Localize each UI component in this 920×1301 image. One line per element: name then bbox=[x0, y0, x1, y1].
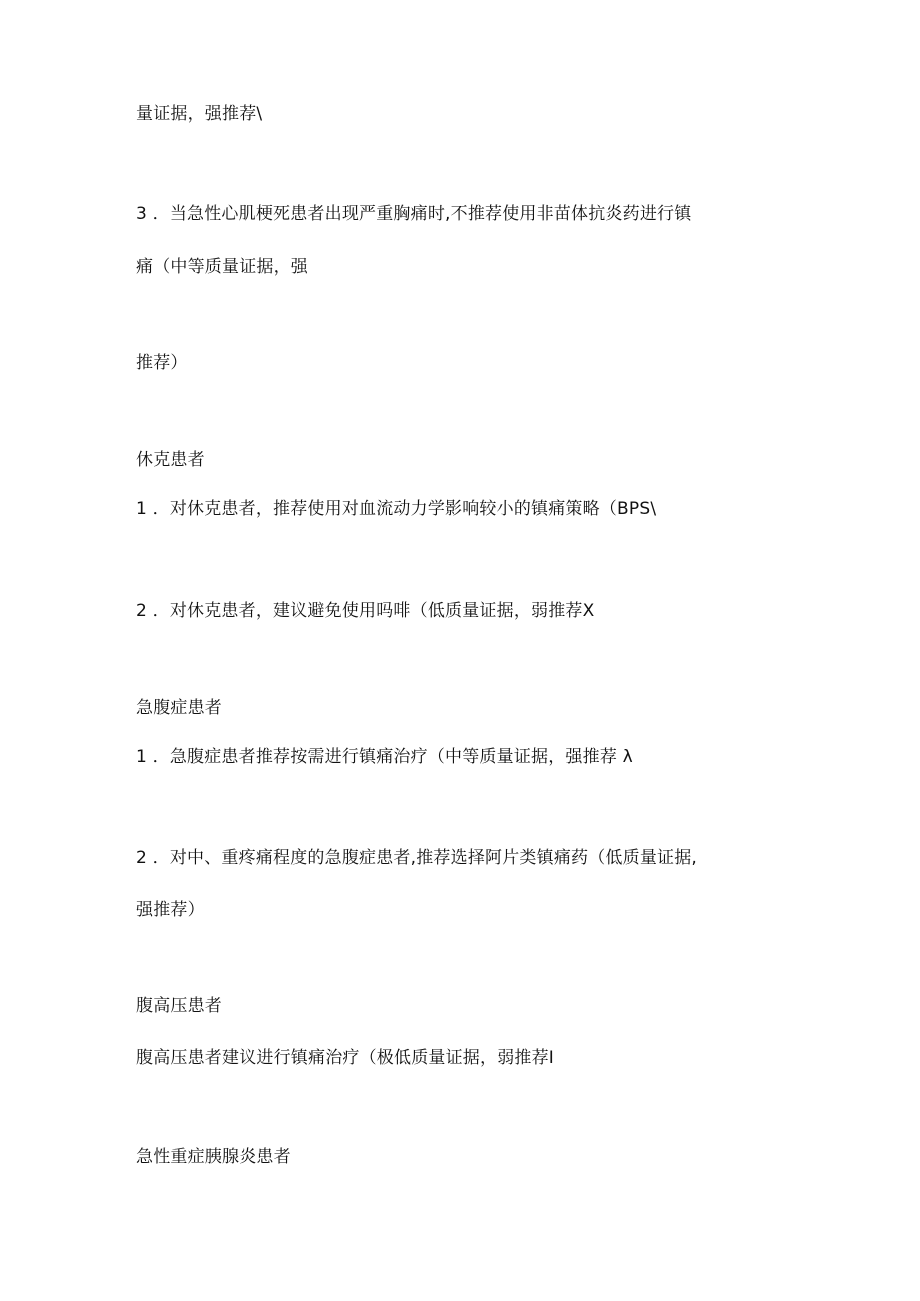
list-item: 1 ．急腹症患者推荐按需进行镇痛治疗（中等质量证据，强推荐 λ bbox=[136, 747, 633, 767]
section-heading-sap: 急性重症胰腺炎患者 bbox=[136, 1147, 291, 1167]
list-item: 1 ．对休克患者，推荐使用对血流动力学影响较小的镇痛策略（BPS\ bbox=[136, 499, 657, 519]
text-line: 3 ．当急性心肌梗死患者出现严重胸痛时,不推荐使用非苗体抗炎药进行镇 bbox=[136, 204, 692, 224]
list-item: 2 ．对休克患者，建议避免使用吗啡（低质量证据，弱推荐X bbox=[136, 601, 595, 621]
text-line: 量证据，强推荐\ bbox=[136, 104, 263, 124]
text-line: 推荐） bbox=[136, 353, 188, 373]
text-line: 痛（中等质量证据，强 bbox=[136, 257, 308, 277]
section-heading-acute-abdomen: 急腹症患者 bbox=[136, 698, 222, 718]
list-item: 腹高压患者建议进行镇痛治疗（极低质量证据，弱推荐I bbox=[136, 1048, 555, 1068]
list-item: 2 ．对中、重疼痛程度的急腹症患者,推荐选择阿片类镇痛药（低质量证据, bbox=[136, 848, 698, 868]
section-heading-iah: 腹高压患者 bbox=[136, 996, 222, 1016]
section-heading-shock: 休克患者 bbox=[136, 450, 205, 470]
list-item-continuation: 强推荐） bbox=[136, 900, 205, 920]
